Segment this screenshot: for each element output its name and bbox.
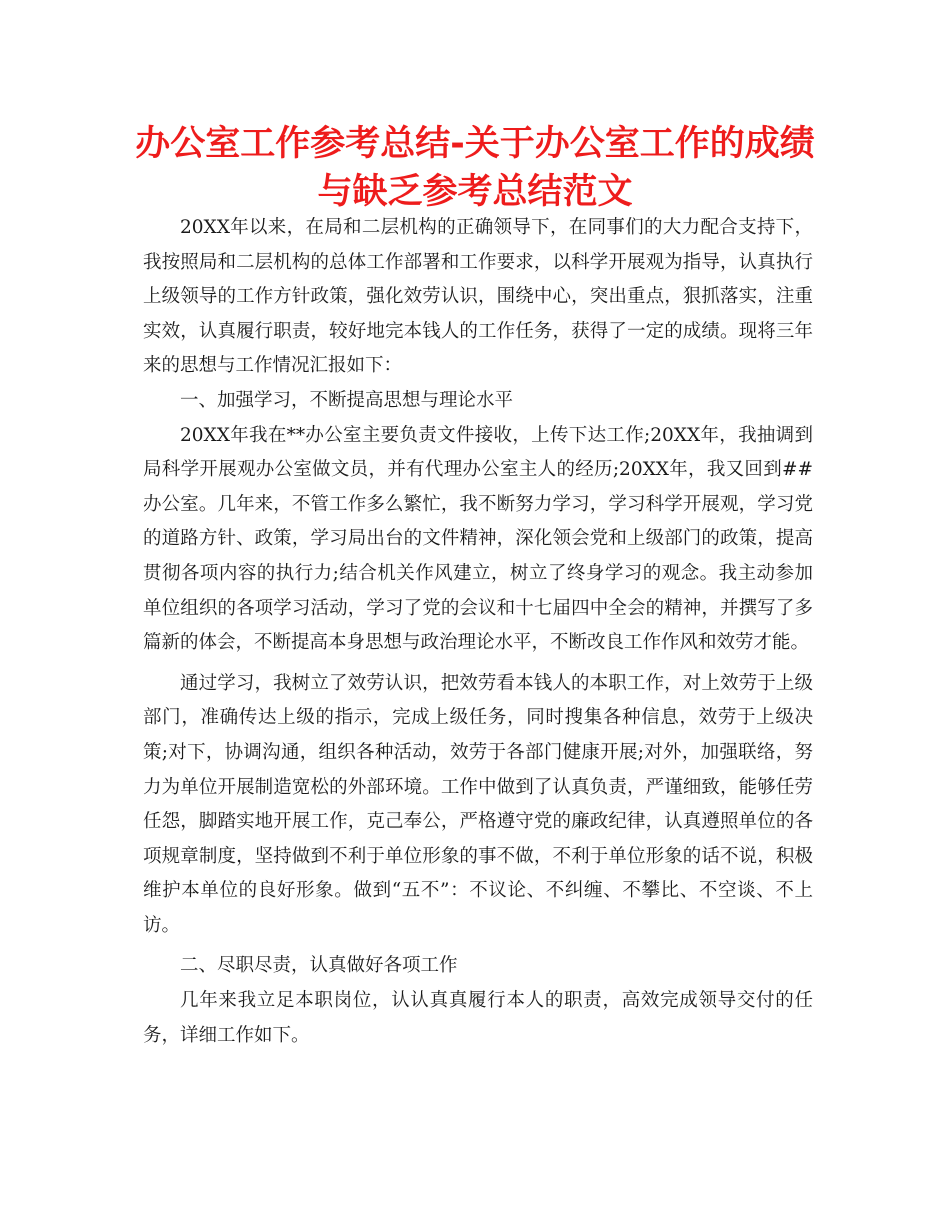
section-heading-2: 二、尽职尽责，认真做好各项工作 (180, 955, 458, 977)
paragraph-study: 20XX年我在**办公室主要负责文件接收，上传下达工作;20XX年，我抽调到局科学开展观办公室做文员，并有代理办公室主人的经历;20XX年，我又回到##办公室。几年来，不管工作多么繁忙，我不断努力学习，学习科学开展观，学习党的道路方针、政策，学习局出台的文件精神，深化领会党和上级部门的政策，提高贯彻各项内容的执行力;结合机关作风建立，树立了终身学习的观念。我主动参加单位组织的各项学习活动，学习了党的会议和十七届四中全会的精神，并撰写了多篇新的体会，不断提高本身思想与政治理论水平，不断改良工作作风和效劳才能。 (143, 424, 813, 654)
document-body (143, 211, 813, 1053)
paragraph-service: 通过学习，我树立了效劳认识，把效劳看本钱人的本职工作，对上效劳于上级部门，准确传达上级的指示，完成上级任务，同时搜集各种信息，效劳于上级决策;对下，协调沟通，组织各种活动，效劳于各部门健康开展;对外，加强联络，努力为单位开展制造宽松的外部环境。工作中做到了认真负责，严谨细致，能够任劳任怨，脚踏实地开展工作，克己奉公，严格遵守党的廉政纪律，认真遵照单位的各项规章制度，坚持做到不利于单位形象的事不做，不利于单位形象的话不说，积极维护本单位的良好形象。做到“五不”：不议论、不纠缠、不攀比、不空谈、不上访。 (143, 672, 813, 936)
section-heading-1: 一、加强学习，不断提高思想与理论水平 (180, 389, 514, 411)
paragraph-duties: 几年来我立足本职岗位，认认真真履行本人的职责，高效完成领导交付的任务，详细工作如下。 (143, 990, 813, 1046)
paragraph-intro: 20XX年以来，在局和二层机构的正确领导下，在同事们的大力配合支持下，我按照局和二层机构的总体工作部署和工作要求，以科学开展观为指导，认真执行上级领导的工作方针政策，强化效劳认识，围绕中心，突出重点，狠抓落实，注重实效，认真履行职责，较好地完本钱人的工作任务，获得了一定的成绩。现将三年来的思想与工作情况汇报如下： (143, 217, 813, 377)
document-title: 办公室工作参考总结-关于办公室工作的成绩与缺乏参考总结范文 (135, 124, 815, 212)
